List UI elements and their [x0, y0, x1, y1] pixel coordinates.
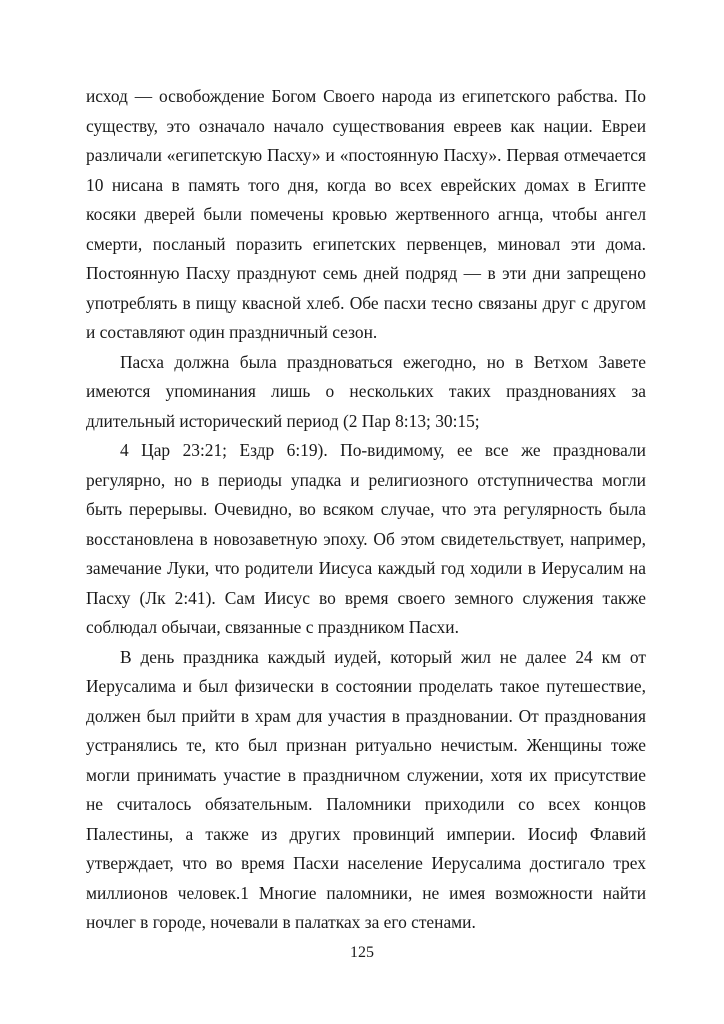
text-line: восстановлена в новозаветную эпоху. Об этом свидетельствует, например, [86, 528, 646, 549]
text-line: существу, это означало начало существования евреев как нации. Евреи [86, 115, 646, 136]
text-line: устранялись те, кто был признан ритуально нечистым. Женщины тоже [86, 735, 646, 755]
text-line: не считалось обязательным. Паломники приходили со всех концов [86, 794, 646, 814]
text-line: имеются упоминания лишь о нескольких таких празднованиях за [86, 381, 646, 401]
paragraph [86, 643, 646, 938]
text-line: различали «египетскую Пасху» и «постоянную Пасху». Первая отмечается [86, 145, 646, 165]
text-line: ночлег в городе, ночевали в палатках за его стенами. [86, 912, 476, 932]
text-line: Пасху (Лк 2:41). Сам Иисус во время своего земного служения также [86, 587, 646, 608]
text-line: утверждает, что во время Пасхи население Иерусалима достигало трех [86, 853, 646, 873]
paragraph [86, 82, 646, 348]
text-line: регулярно, но в периоды упадка и религиозного отступничества могли [86, 469, 646, 490]
paragraph [86, 348, 646, 437]
text-line: длительный исторический период (2 Пар 8:13; 30:15; [86, 410, 480, 431]
text-line: соблюдал обычаи, связанные с праздником Пасхи. [86, 617, 459, 637]
text-line: смерти, посланый поразить египетских первенцев, миновал эти дома. [86, 233, 646, 254]
page-body-text [86, 82, 646, 938]
text-line: быть перерывы. Очевидно, во всяком случае, что эта регулярность была [86, 499, 646, 519]
text-line: 10 нисана в память того дня, когда во всех еврейских домах в Египте [86, 174, 646, 195]
text-line: Постоянную Пасху празднуют семь дней подряд — в эти дни запрещено [86, 263, 646, 283]
text-line: употреблять в пищу квасной хлеб. Обе пасхи тесно связаны друг с другом [86, 292, 646, 313]
text-line: миллионов человек.1 Многие паломники, не имея возможности найти [86, 882, 646, 903]
text-line: могли принимать участие в праздничном служении, хотя их присутствие [86, 764, 646, 785]
text-line: В день праздника каждый иудей, который жил не далее 24 км от [120, 646, 646, 667]
text-line: Пасха должна была праздноваться ежегодно, но в Ветхом Завете [120, 351, 646, 372]
text-line: Иерусалима и был физически в состоянии проделать такое путешествие, [86, 676, 646, 696]
text-line: должен был прийти в храм для участия в праздновании. От празднования [86, 705, 646, 726]
text-line: 4 Цар 23:21; Ездр 6:19). По-видимому, ее все же праздновали [120, 440, 646, 460]
text-line: и составляют один праздничный сезон. [86, 322, 378, 342]
page-number: 125 [350, 944, 374, 961]
text-line: замечание Луки, что родители Иисуса каждый год ходили в Иерусалим на [86, 558, 646, 578]
text-line: исход — освобождение Богом Своего народа из египетского рабства. По [86, 86, 646, 106]
text-line: Палестины, а также из других провинций империи. Иосиф Флавий [86, 823, 646, 844]
paragraph [86, 436, 646, 643]
text-line: косяки дверей были помечены кровью жертвенного агнца, чтобы ангел [86, 204, 646, 224]
